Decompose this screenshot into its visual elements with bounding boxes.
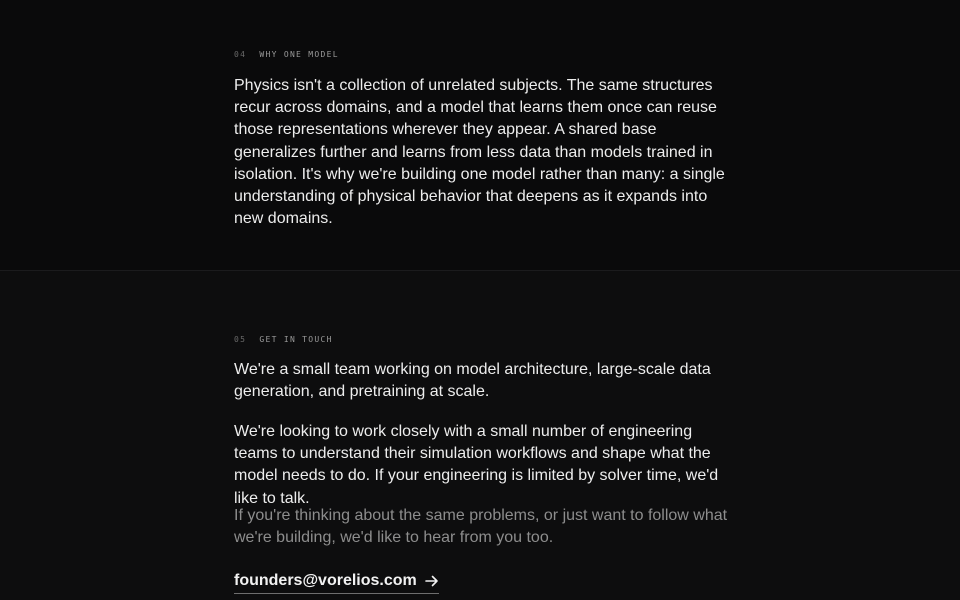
section-label: GET IN TOUCH xyxy=(259,335,333,344)
section-number: 04 xyxy=(234,50,247,59)
why-one-model-body: Physics isn't a collection of unrelated subjects. The same structures recur across domains, and a model that learns them once can reuse those representations wherever they appear. A shared base generalizes further and learns from less data than models trained in isolation. It's why we're building one model rather than many: a single understanding of physical behavior that deepens as it expands into new domains. xyxy=(234,77,725,228)
arrow-right-icon xyxy=(425,575,439,587)
get-in-touch-section xyxy=(0,271,960,600)
email-address: founders@vorelios.com xyxy=(234,572,417,589)
section-number: 05 xyxy=(234,335,247,344)
team-paragraph: We're a small team working on model architecture, large-scale data generation, and pretraining at scale. xyxy=(234,361,711,401)
follow-along-paragraph: If you're thinking about the same problems, or just want to follow what we're building, we'd like to hear from you too. xyxy=(234,507,728,547)
engineering-teams-paragraph: We're looking to work closely with a small number of engineering teams to understand their simulation workflows and shape what the model needs to do. If your engineering is limited by solver time, we'd like to talk. xyxy=(234,423,719,507)
email-contact-link[interactable] xyxy=(234,572,439,594)
section-eyebrow-why xyxy=(234,50,339,59)
why-one-model-section xyxy=(0,0,960,271)
section-label: WHY ONE MODEL xyxy=(259,50,339,59)
section-eyebrow-contact xyxy=(234,335,333,344)
